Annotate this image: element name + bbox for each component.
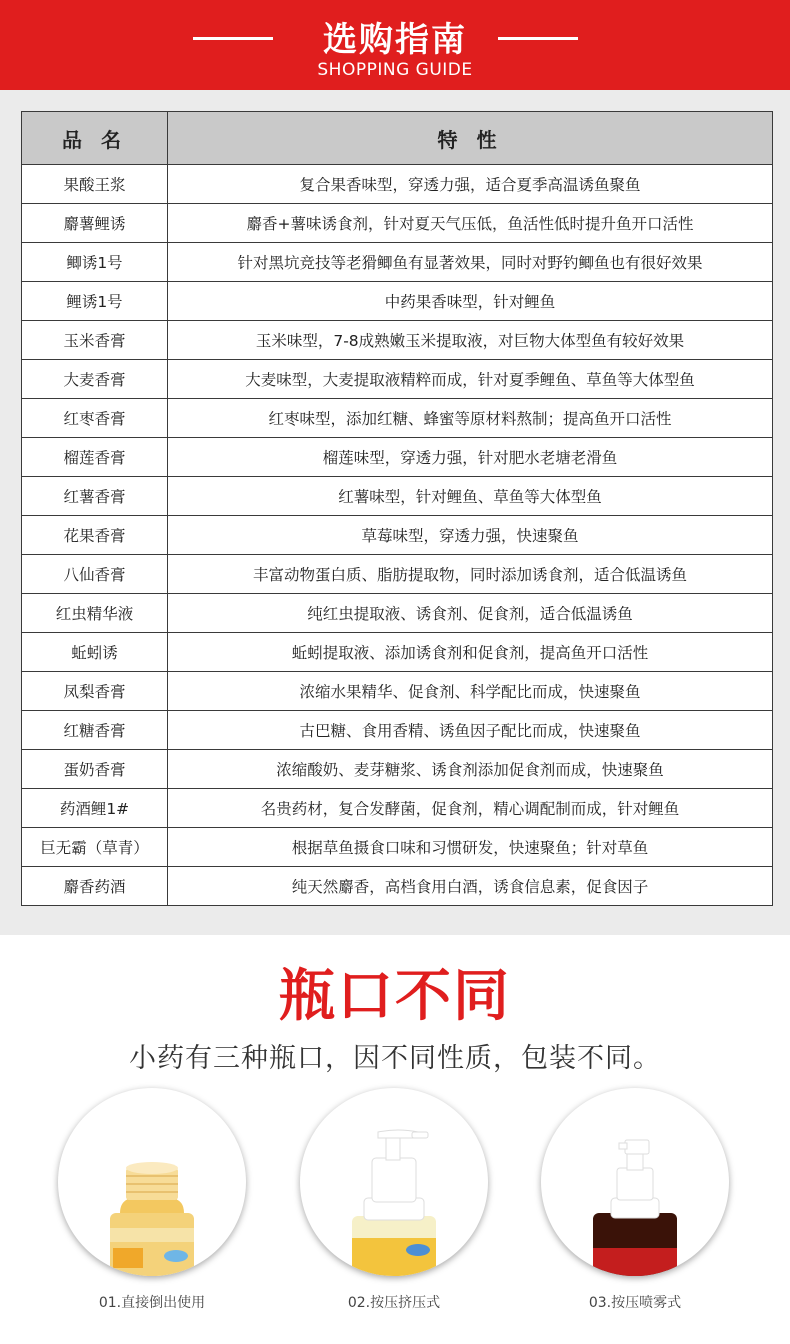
table-row — [22, 360, 773, 399]
pump-bottle-icon — [300, 1088, 488, 1276]
product-name-cell: 红薯香膏 — [22, 477, 168, 516]
product-name-cell: 鲫诱1号 — [22, 243, 168, 282]
banner-title: 选购指南 — [323, 20, 467, 60]
bottle-caption-direct-pour: 01.直接倒出使用 — [98, 1295, 206, 1311]
table-row — [22, 204, 773, 243]
product-feature-cell: 中药果香味型，针对鲤鱼 — [168, 282, 773, 321]
product-name-cell: 果酸王浆 — [22, 165, 168, 204]
product-feature-cell: 针对黑坑竞技等老猾鲫鱼有显著效果，同时对野钓鲫鱼也有很好效果 — [168, 243, 773, 282]
product-name-cell: 麝薯鲤诱 — [22, 204, 168, 243]
product-feature-cell: 红薯味型，针对鲤鱼、草鱼等大体型鱼 — [168, 477, 773, 516]
table-row — [22, 867, 773, 906]
header-banner — [0, 0, 790, 90]
product-name-cell: 玉米香膏 — [22, 321, 168, 360]
banner-subtitle: SHOPPING GUIDE — [317, 60, 473, 80]
screw-cap-bottle-icon — [58, 1088, 246, 1276]
table-row — [22, 321, 773, 360]
banner-right-rule — [498, 37, 578, 40]
table-row — [22, 282, 773, 321]
table-row — [22, 399, 773, 438]
spray-bottle-icon — [541, 1088, 729, 1276]
table-row — [22, 750, 773, 789]
product-name-cell: 凤梨香膏 — [22, 672, 168, 711]
product-feature-cell: 麝香+薯味诱食剂，针对夏天气压低，鱼活性低时提升鱼开口活性 — [168, 204, 773, 243]
product-feature-cell: 丰富动物蛋白质、脂肪提取物，同时添加诱食剂，适合低温诱鱼 — [168, 555, 773, 594]
product-name-cell: 花果香膏 — [22, 516, 168, 555]
bottle-caption-pump: 02.按压挤压式 — [347, 1295, 441, 1311]
header-product-name: 品 名 — [22, 112, 168, 165]
table-row — [22, 555, 773, 594]
product-feature-cell: 名贵药材，复合发酵菌，促食剂，精心调配制而成，针对鲤鱼 — [168, 789, 773, 828]
table-row — [22, 711, 773, 750]
product-name-cell: 药酒鲤1# — [22, 789, 168, 828]
product-feature-cell: 草莓味型，穿透力强，快速聚鱼 — [168, 516, 773, 555]
table-row — [22, 243, 773, 282]
product-feature-cell: 根据草鱼摄食口味和习惯研发，快速聚鱼；针对草鱼 — [168, 828, 773, 867]
product-name-cell: 八仙香膏 — [22, 555, 168, 594]
product-name-cell: 蚯蚓诱 — [22, 633, 168, 672]
product-feature-cell: 浓缩酸奶、麦芽糖浆、诱食剂添加促食剂而成，快速聚鱼 — [168, 750, 773, 789]
table-row — [22, 789, 773, 828]
bottle-section-heading: 瓶口不同 — [279, 964, 511, 1029]
product-feature-cell: 蚯蚓提取液、添加诱食剂和促食剂，提高鱼开口活性 — [168, 633, 773, 672]
product-name-cell: 蛋奶香膏 — [22, 750, 168, 789]
table-row — [22, 633, 773, 672]
product-feature-cell: 古巴糖、食用香精、诱鱼因子配比而成，快速聚鱼 — [168, 711, 773, 750]
bottle-caption-spray: 03.按压喷雾式 — [588, 1295, 682, 1311]
product-feature-cell: 纯红虫提取液、诱食剂、促食剂，适合低温诱鱼 — [168, 594, 773, 633]
product-name-cell: 榴莲香膏 — [22, 438, 168, 477]
table-row — [22, 594, 773, 633]
product-name-cell: 红糖香膏 — [22, 711, 168, 750]
product-name-cell: 巨无霸（草青） — [22, 828, 168, 867]
product-guide-table — [21, 111, 773, 906]
table-row — [22, 165, 773, 204]
guide-section — [0, 90, 790, 935]
product-name-cell: 红枣香膏 — [22, 399, 168, 438]
table-row — [22, 438, 773, 477]
product-feature-cell: 纯天然麝香，高档食用白酒，诱食信息素，促食因子 — [168, 867, 773, 906]
table-row — [22, 477, 773, 516]
product-feature-cell: 榴莲味型，穿透力强，针对肥水老塘老滑鱼 — [168, 438, 773, 477]
product-name-cell: 红虫精华液 — [22, 594, 168, 633]
product-feature-cell: 大麦味型，大麦提取液精粹而成，针对夏季鲤鱼、草鱼等大体型鱼 — [168, 360, 773, 399]
product-name-cell: 鲤诱1号 — [22, 282, 168, 321]
product-feature-cell: 浓缩水果精华、促食剂、科学配比而成，快速聚鱼 — [168, 672, 773, 711]
product-feature-cell: 红枣味型，添加红糖、蜂蜜等原材料熬制；提高鱼开口活性 — [168, 399, 773, 438]
product-name-cell: 麝香药酒 — [22, 867, 168, 906]
table-row — [22, 516, 773, 555]
table-row — [22, 828, 773, 867]
table-header-row — [22, 112, 773, 165]
product-feature-cell: 玉米味型，7-8成熟嫩玉米提取液，对巨物大体型鱼有较好效果 — [168, 321, 773, 360]
bottle-section-description: 小药有三种瓶口，因不同性质，包装不同。 — [129, 1043, 661, 1074]
header-feature: 特 性 — [168, 112, 773, 165]
product-feature-cell: 复合果香味型，穿透力强，适合夏季高温诱鱼聚鱼 — [168, 165, 773, 204]
product-name-cell: 大麦香膏 — [22, 360, 168, 399]
table-row — [22, 672, 773, 711]
